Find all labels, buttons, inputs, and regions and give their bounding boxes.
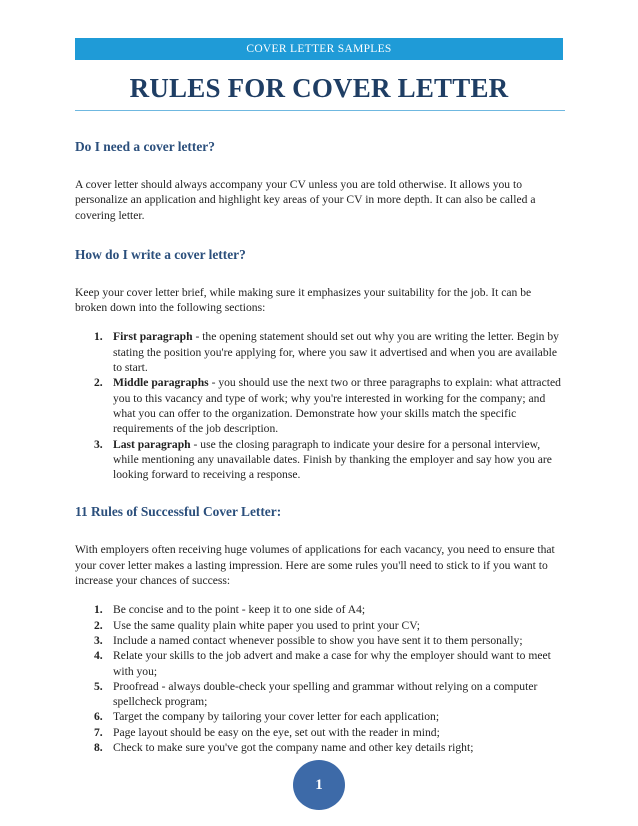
list-item-text: - use the closing paragraph to indicate your desire for a personal interview, while mentioning any unavailable dates. Finish by thanking the employer and say how you are looking forward to receiving a response.	[113, 437, 552, 482]
rule-text: Include a named contact whenever possible to show you have sent it to them personally;	[113, 633, 523, 647]
section-paragraph-write: Keep your cover letter brief, while making sure it emphasizes your suitability for the job. It can be broken down into the following sections:	[75, 285, 532, 315]
list-item-number: 2.	[94, 376, 103, 390]
rule-text: Use the same quality plain white paper you used to print your CV;	[113, 618, 420, 632]
page-title: RULES FOR COVER LETTER	[129, 73, 509, 103]
rule-item	[75, 709, 565, 724]
rule-number: 4.	[94, 649, 103, 663]
list-item-text: - you should use the next two or three paragraphs to explain: what attracted you to this vacancy and type of work; why you're interested in working for the company; and what you can offer to the organization. Demonstrate how your skills match the specific requirements of the job description.	[113, 376, 561, 436]
section-heading-write: How do I write a cover letter?	[75, 246, 246, 262]
rule-item	[75, 725, 565, 740]
list-item-term: First paragraph	[113, 330, 193, 344]
page-number-badge: 1	[293, 760, 345, 810]
rule-number: 3.	[94, 633, 103, 647]
list-item-number: 3.	[94, 437, 103, 451]
list-item-number: 1.	[94, 330, 103, 344]
section-paragraph-need: A cover letter should always accompany your CV unless you are told otherwise. It allows you to personalize an application and highlight key areas of your CV in more depth. It can also be called a covering letter.	[75, 178, 536, 222]
list-item	[75, 437, 565, 483]
list-item	[75, 375, 565, 436]
rule-number: 8.	[94, 741, 103, 755]
document-body	[75, 133, 565, 755]
rule-item	[75, 679, 565, 710]
list-item-text: - the opening statement should set out why you are writing the letter. Begin by stating the position you're applying for, where you saw it advertised and when you are available to start.	[113, 330, 559, 375]
rule-text: Check to make sure you've got the company name and other key details right;	[113, 741, 474, 755]
title-divider	[75, 110, 565, 111]
rule-number: 2.	[94, 618, 103, 632]
rule-item	[75, 618, 565, 633]
list-item-term: Last paragraph	[113, 437, 191, 451]
list-item-term: Middle paragraphs	[113, 376, 209, 390]
rules-list	[75, 602, 565, 755]
rule-number: 1.	[94, 603, 103, 617]
section-heading-need: Do I need a cover letter?	[75, 139, 215, 154]
rule-item	[75, 648, 565, 679]
section-heading-rules: 11 Rules of Successful Cover Letter:	[75, 504, 282, 520]
rule-number: 6.	[94, 710, 103, 724]
rule-text: Page layout should be easy on the eye, set out with the reader in mind;	[113, 725, 440, 739]
rule-item	[75, 602, 565, 617]
rule-text: Proofread - always double-check your spelling and grammar without relying on a computer spellcheck program;	[113, 679, 538, 709]
rule-text: Target the company by tailoring your cover letter for each application;	[113, 710, 440, 724]
rule-number: 5.	[94, 679, 103, 693]
rule-text: Relate your skills to the job advert and make a case for why the employer should want to meet with you;	[113, 649, 551, 678]
section-paragraph-rules: With employers often receiving huge volumes of applications for each vacancy, you need to ensure that your cover letter makes a lasting impression. Here are some rules you'll need to stick to if you want to increase your chances of success:	[75, 543, 555, 588]
rule-item	[75, 633, 565, 648]
rule-text: Be concise and to the point - keep it to one side of A4;	[113, 603, 366, 617]
rule-number: 7.	[94, 725, 103, 739]
rule-item	[75, 740, 565, 755]
list-item	[75, 329, 565, 375]
paragraph-list	[75, 329, 565, 482]
header-banner: COVER LETTER SAMPLES	[75, 38, 563, 60]
